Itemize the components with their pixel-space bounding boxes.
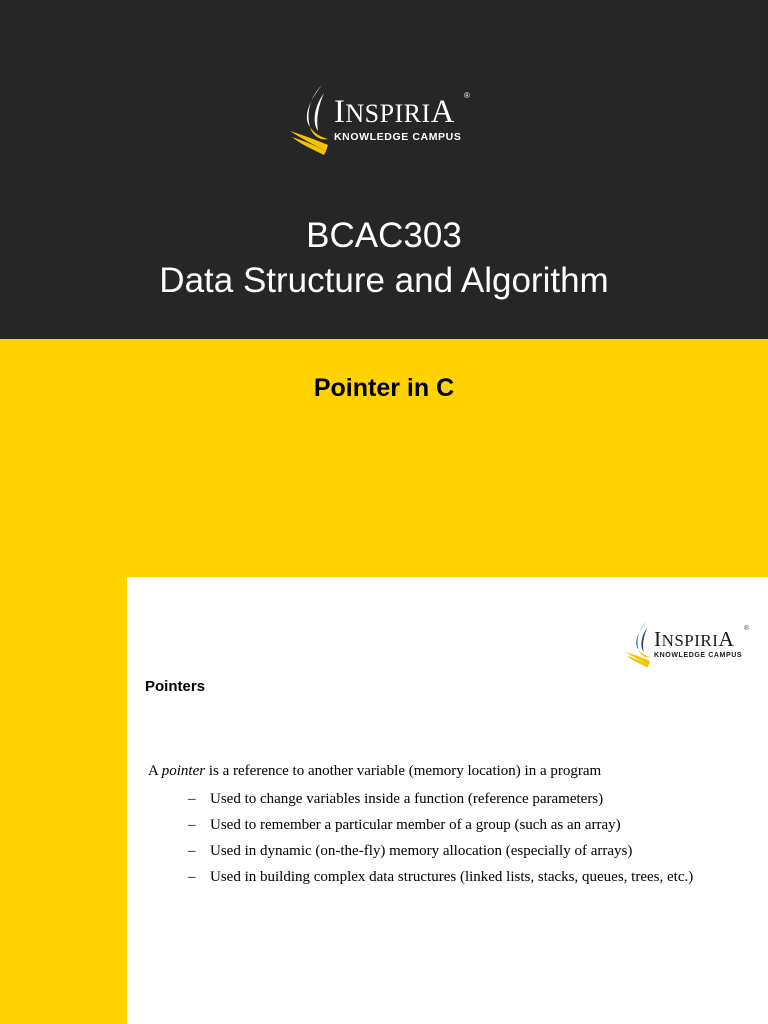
bullet-list [188,790,740,894]
flame-logo-icon [624,620,654,668]
list-item: – Used in dynamic (on-the-fly) memory allocation (especially of arrays) [188,843,633,859]
slide-logo [624,620,750,668]
course-title: Data Structure and Algorithm [159,261,609,300]
course-code: BCAC303 [306,216,462,255]
logo-tagline: KNOWLEDGE CAMPUS [334,130,462,143]
logo-name: INSPIRIA ® [334,91,471,130]
topic-title: Pointer in C [313,374,455,402]
logo-tagline: KNOWLEDGE CAMPUS [654,652,743,660]
list-item: – Used to change variables inside a function (reference parameters) [188,791,604,807]
inspiria-logo [288,83,471,155]
intro-text: A pointer is a reference to another variable (memory location) in a program [148,763,602,779]
slide-heading: Pointers [145,678,206,695]
list-item: – Used to remember a particular member of a group (such as an array) [188,817,621,833]
flame-logo-icon [288,83,334,155]
list-item: – Used in building complex data structures (linked lists, stacks, queues, trees, etc.) [188,869,694,885]
logo-name: INSPIRIA ® [654,625,750,651]
